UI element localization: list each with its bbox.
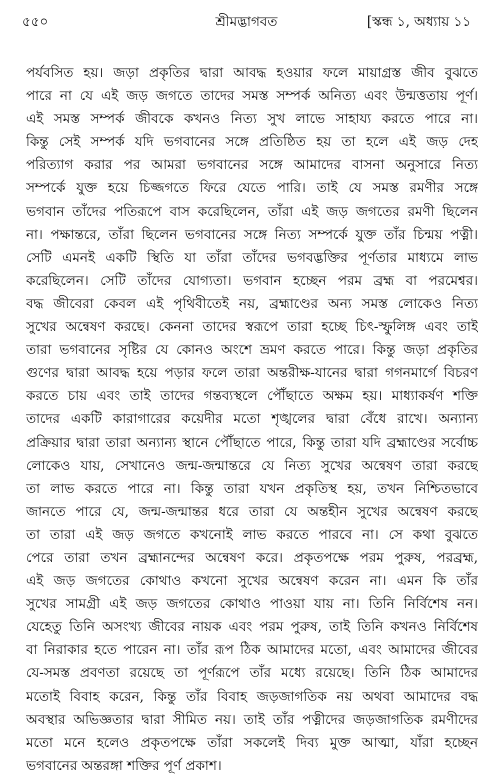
text-line: সুখের অন্বেষণ করছে। কেননা তাদের স্বরূপে তারা হচ্ছে চিৎ-স্ফুলিঙ্গ এবং তাই	[26, 319, 478, 336]
text-line: লোকেও যায়, সেখানেও জন্ম-জন্মান্তরে যে নিত্য সুখের অন্বেষণ তারা করছে	[26, 457, 478, 474]
text-line: তাদের একটি কারাগারের কয়েদীর মতো শৃঙ্খলের দ্বারা বেঁধে রাখে। অন্যান্য	[26, 411, 478, 428]
text-line: মতো মনে হলেও প্রকৃতপক্ষে তাঁরা সকলেই দিব্য মুক্ত আত্মা, যাঁরা হচ্ছেন	[26, 734, 478, 751]
text-line: পেরে তারা তখন ব্রহ্মানন্দের অন্বেষণ করে। প্রকৃতপক্ষে পরম পুরুষ, পরব্রহ্ম,	[26, 549, 478, 566]
section-reference: [স্কন্ধ ১, অধ্যায় ১১	[366, 14, 471, 30]
text-line: করতে চায় এবং তাই তাদের গন্তব্যস্থলে পৌঁছাতে অক্ষম হয়। মাধ্যাকর্ষণ শক্তি	[26, 388, 478, 405]
text-line: গুণের দ্বারা আবদ্ধ হয়ে পড়ার ফলে তারা অন্তরীক্ষ-যানের দ্বারা গগনমার্গে বিচরণ	[26, 365, 478, 382]
page-header	[22, 12, 471, 36]
running-title: শ্রীমদ্ভাগবত	[215, 14, 278, 30]
text-line: কিন্তু সেই সম্পর্ক যদি ভগবানের সঙ্গে প্রতিষ্ঠিত হয় তা হলে এই জড় দেহ	[26, 134, 478, 151]
text-line: মতোই বিবাহ করেন, কিন্তু তাঁর বিবাহ জড়জাগতিক নয় অথবা আমাদের বদ্ধ	[26, 688, 478, 705]
text-line: পর্যবসিত হয়। জড়া প্রকৃতির দ্বারা আবদ্ধ হওয়ার ফলে মায়াগ্রস্ত জীব বুঝতে	[26, 65, 478, 81]
text-line: করেছিলেন। সেটি তাঁদের যোগ্যতা। ভগবান হচ্ছেন পরম ব্রহ্ম বা পরমেশ্বর।	[26, 272, 478, 289]
text-line: পরিত্যাগ করার পর আমরা ভগবানের সঙ্গে আমাদের বাসনা অনুসারে নিত্য	[26, 157, 478, 174]
text-line: না। পক্ষান্তরে, তাঁরা ছিলেন ভগবানের সঙ্গে নিত্য সম্পর্কে যুক্ত তাঁর চিন্ময় পত্নী।	[26, 226, 478, 243]
text-line: সুখের সামগ্রী এই জড় জগতের কোথাও পাওয়া যায় না। তিনি নির্বিশেষ নন।	[26, 596, 478, 613]
text-line: সম্পর্কে যুক্ত হয়ে চিজ্জগতে ফিরে যেতে পারি। তাই যে সমস্ত রমণীর সঙ্গে	[26, 180, 478, 197]
text-line: বা নিরাকার হতে পারেন না। তাঁর রূপ ঠিক আমাদের মতো, এবং আমাদের জীবের	[26, 642, 478, 659]
text-line: প্রক্রিয়ার দ্বারা তারা অন্যান্য স্থানে পৌঁছাতে পারে, কিন্তু তারা যদি ব্রহ্মাণ্ডের সর্বোচ্চ	[26, 434, 478, 451]
text-line: যেহেতু তিনি অসংখ্য জীবের নায়ক এবং পরম পুরুষ, তাই তিনি কখনও নির্বিশেষ	[26, 619, 478, 636]
page-number: ৫৫০	[22, 14, 49, 30]
text-line: সেটি এমনই একটি স্থিতি যা তাঁরা তাঁদের ভগবদ্ভক্তির পূর্ণতার মাধ্যমে লাভ	[26, 249, 478, 266]
text-line: জানতে পারে যে, জন্ম-জন্মান্তর ধরে তারা যে অন্তহীন সুখের অন্বেষণ করছে	[26, 503, 478, 520]
text-line: এই সমস্ত সম্পর্ক জীবকে কখনও নিত্য সুখ লাভে সাহায্য করতে পারে না।	[26, 111, 478, 128]
text-line: বদ্ধ জীবেরা কেবল এই পৃথিবীতেই নয়, ব্রহ্মাণ্ডের অন্য সমস্ত লোকেও নিত্য	[26, 295, 478, 312]
body-paragraph	[26, 62, 478, 778]
text-line: পারে না যে এই জড় জগতে তাদের সমস্ত সম্পর্ক অনিত্য এবং উন্মত্ততায় পূর্ণ।	[26, 88, 478, 105]
text-line: ভগবানের অন্তরঙ্গা শক্তির পূর্ণ প্রকাশ।	[26, 757, 222, 774]
text-line: তা তারা এই জড় জগতে কখনোই লাভ করতে পারবে না। সে কথা বুঝতে	[26, 526, 478, 543]
text-line: তারা ভগবানের সৃষ্টির যে কোনও অংশে ভ্রমণ করতে পারে। কিন্তু জড়া প্রকৃতির	[26, 342, 478, 359]
text-line: অবস্থার অভিজ্ঞতার দ্বারা সীমিত নয়। তাই তাঁর পত্নীদের জড়জাগতিক রমণীদের	[26, 711, 478, 728]
text-line: এই জড় জগতের কোথাও কখনো সুখের অন্বেষণ করেন না। এমন কি তাঁর	[26, 573, 478, 590]
text-line: যে-সমস্ত প্রবণতা রয়েছে তা পূর্ণরূপে তাঁর মধ্যে রয়েছে। তিনি ঠিক আমাদের	[26, 665, 478, 682]
text-line: ভগবান তাঁদের পতিরূপে বাস করেছিলেন, তাঁরা এই জড় জগতের রমণী ছিলেন	[26, 203, 478, 220]
text-line: তা লাভ করতে পারে না। কিন্তু তারা যখন প্রকৃতিস্থ হয়, তখন নিশ্চিতভাবে	[26, 480, 478, 497]
